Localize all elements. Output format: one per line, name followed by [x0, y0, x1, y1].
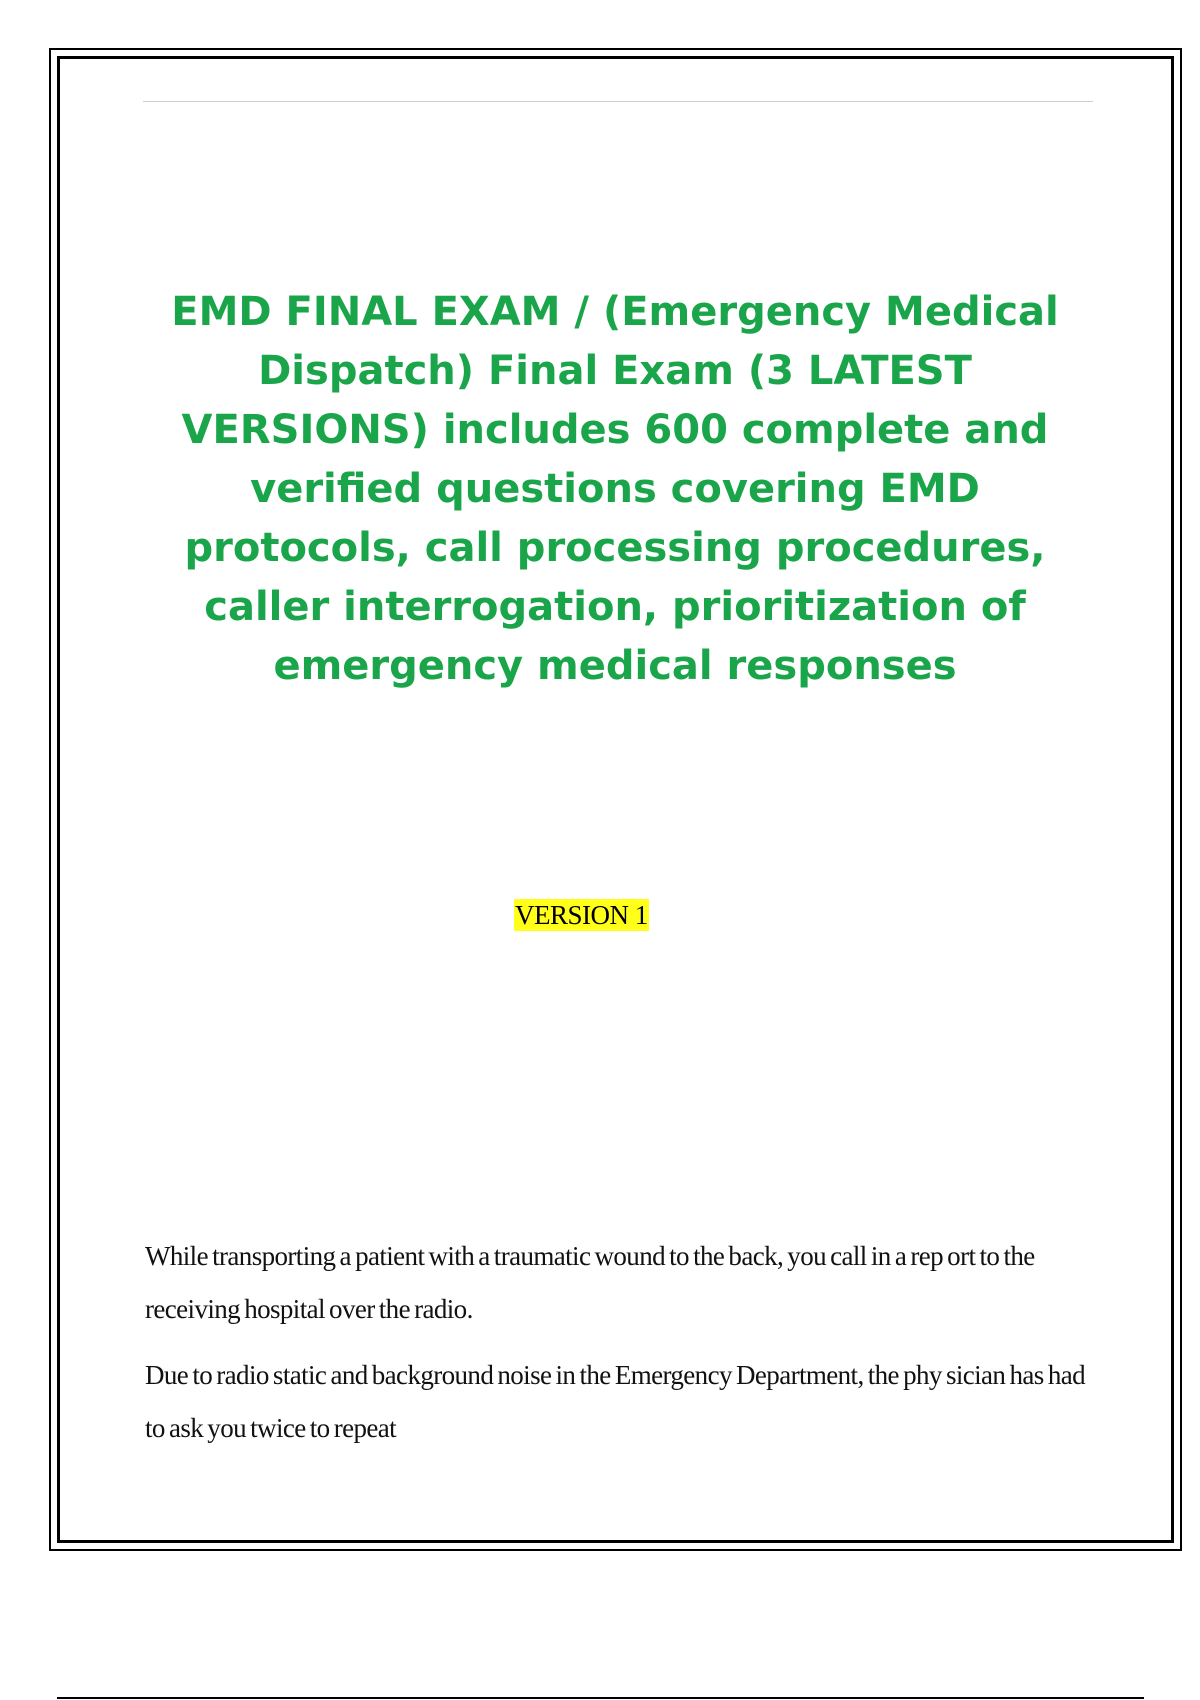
header-divider: [143, 101, 1093, 102]
question-paragraph-1: While transporting a patient with a traumatic wound to the back, you call in a rep ort to the receiving hospital over the radio.: [145, 1241, 1035, 1324]
version-heading: [514, 899, 649, 931]
version-label: VERSION 1: [515, 900, 648, 930]
footer-divider: [57, 1697, 1144, 1699]
document-title: EMD FINAL EXAM / (Emergency Medical Dispatch) Final Exam (3 LATEST VERSIONS) includes 600 complete and verified questions covering EMD protocols, call processing procedures, caller interrogation, prioritization of emergency medical responses: [171, 289, 1059, 689]
question-paragraph-2: Due to radio static and background noise in the Emergency Department, the phy sician has had to ask you twice to repeat: [145, 1360, 1085, 1443]
